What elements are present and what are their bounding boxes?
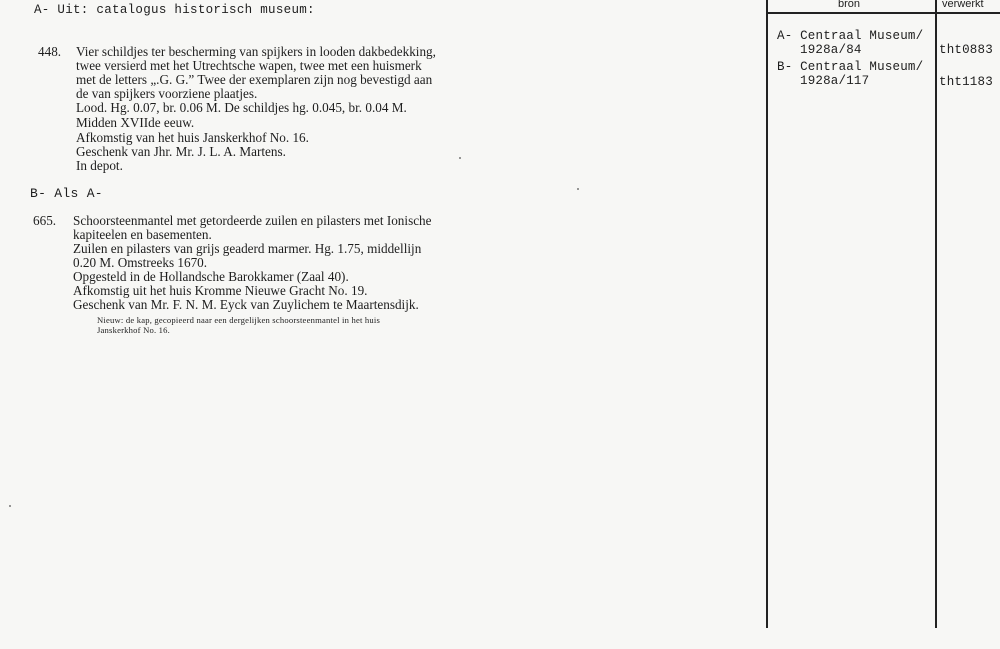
entry-line: Opgesteld in de Hollandsche Barokkamer (Zaal 40).	[73, 269, 349, 284]
header-underline	[766, 12, 1000, 14]
entry-line: met de letters „.G. G.” Twee der exemplaren zijn nog bevestigd aan	[76, 72, 433, 87]
scan-speck	[459, 157, 461, 159]
source-entry-a	[777, 29, 923, 57]
entry-line: Schoorsteenmantel met getordeerde zuilen en pilasters met Ionische	[73, 213, 432, 228]
source-line: A- Centraal Museum/	[777, 29, 924, 43]
entry-number: 448.	[38, 44, 62, 59]
entry-line: Midden XVIIde eeuw.	[76, 115, 195, 130]
source-entry-b	[777, 60, 923, 88]
entry-line: Lood. Hg. 0.07, br. 0.06 M. De schildjes hg. 0.045, br. 0.04 M.	[76, 100, 407, 115]
source-line: B- Centraal Museum/	[777, 60, 924, 74]
entry-line: Afkomstig van het huis Janskerkhof No. 16.	[76, 130, 309, 145]
entry-line: de van spijkers voorziene plaatjes.	[76, 86, 258, 101]
entry-number: 665.	[33, 213, 57, 228]
column-header-bron: bron	[838, 0, 861, 10]
catalog-entry-448	[38, 44, 488, 184]
source-code-b: tht1183	[939, 75, 993, 89]
source-line: 1928a/117	[800, 74, 870, 88]
entry-line: twee versierd met het Utrechtsche wapen, twee met een huismerk	[76, 58, 422, 73]
column-divider	[766, 0, 768, 628]
entry-line: Zuilen en pilasters van grijs geaderd marmer. Hg. 1.75, middellijn	[73, 241, 422, 256]
entry-line: Geschenk van Mr. F. N. M. Eyck van Zuylichem te Maartensdijk.	[73, 297, 419, 312]
entry-line: 0.20 M. Omstreeks 1670.	[73, 255, 208, 270]
entry-note: Janskerkhof No. 16.	[97, 325, 171, 335]
source-line: 1928a/84	[800, 43, 862, 57]
entry-line: Vier schildjes ter bescherming van spijkers in looden dakbedekking,	[76, 44, 436, 59]
entry-line: Geschenk van Jhr. Mr. J. L. A. Martens.	[76, 144, 286, 159]
source-code-a: tht0883	[939, 43, 993, 57]
section-b-line: B- Als A-	[30, 186, 103, 201]
entry-line: kapiteelen en basementen.	[73, 227, 212, 242]
entry-note: Nieuw: de kap, gecopieerd naar een dergelijken schoorsteenmantel in het huis	[97, 315, 381, 325]
scan-speck	[9, 505, 11, 507]
column-divider	[935, 0, 937, 628]
catalog-entry-665	[33, 213, 483, 343]
header-line: A- Uit: catalogus historisch museum:	[34, 3, 315, 17]
scan-speck	[577, 188, 579, 190]
column-header-verwerkt: verwerkt	[942, 0, 984, 10]
entry-line: Afkomstig uit het huis Kromme Nieuwe Gracht No. 19.	[73, 283, 368, 298]
entry-line: In depot.	[76, 158, 123, 173]
